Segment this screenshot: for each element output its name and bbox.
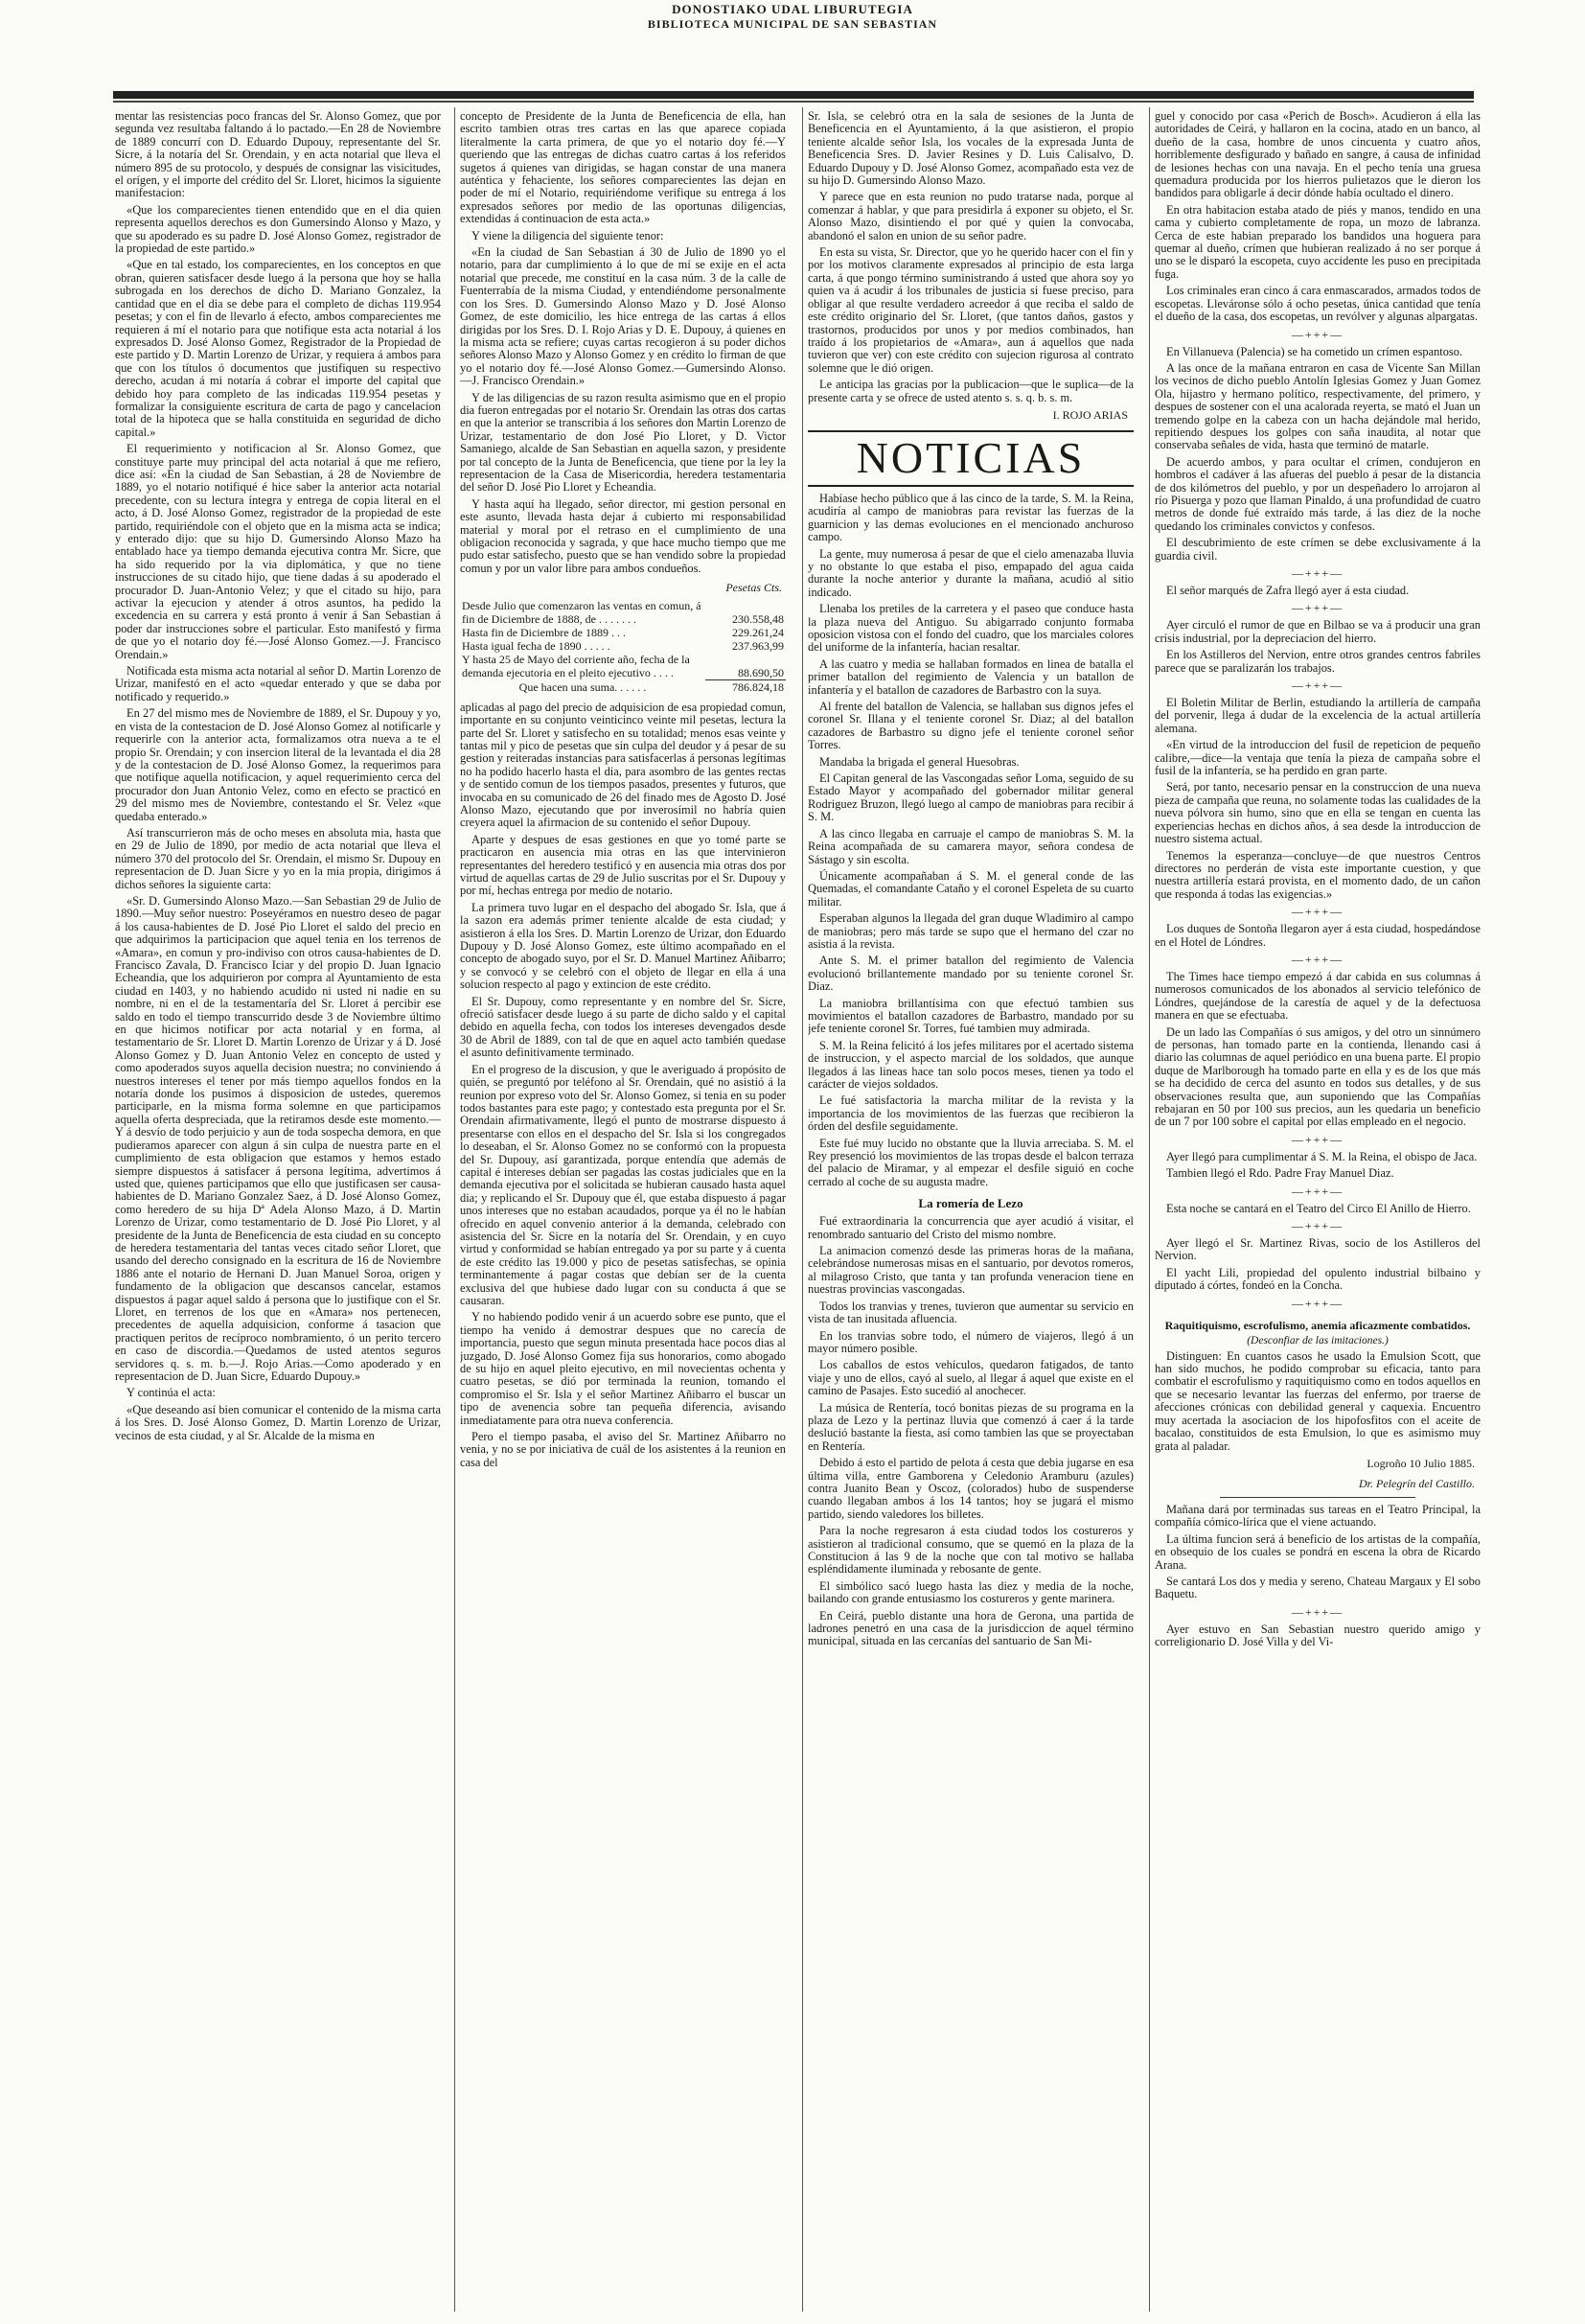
paragraph: Y no habiendo podido venir á un acuerdo sobre ese punto, que el tiempo ha venido á demostrar despues que no carecía de importancia, puesto que segun minuta presentada hace pocos dias al juzgado, D. José Alonso Gomez fija sus honorarios, como abogado de su hijo en aquel pleito ejecutivo, en mil novecientas ochenta y cuatro pesetas, se dió por terminada la reunion, tomando el compromiso el Sr. Isla y el señor Martinez Añibarro el buscar un tipo de avenencia sobre tan pequeña diferencia, avisando inmediatamente para otra nueva conferencia. <box>460 1310 786 1427</box>
paragraph: Y viene la diligencia del siguiente tenor: <box>471 228 664 242</box>
paragraph: «Que los comparecientes tienen entendido que en el dia quien representa aquellos derechos es don Gumersindo Alonso y Mazo, y que su apoderado es su padre D. José Alonso Gomez, registrador de la propiedad de este partido.» <box>115 202 441 256</box>
paragraph: mentar las resistencias poco francas del Sr. Alonso Gomez, que por segunda vez resultaba faltando á lo pactado.—En 28 de Noviembre de 1889 concurrí con D. Eduardo Dupouy, representante del Sr. Sicre, á la notaría del Sr. Orendain, y en acta notarial que lleva el número 895 de su protocolo, y después de consignar las visicitudes, el orígen, y el importe del crédito del Sr. Lloret, hicimos la siguiente manifestacion: <box>115 110 441 200</box>
advertisement-place-date: Logroño 10 Julio 1885. <box>1367 1456 1475 1470</box>
paragraph: De un lado las Compañías ó sus amigos, y del otro un sinnúmero de personas, han tomado parte en la contienda, llenando casi á diario las columnas de aquel periódico en una buena parte. El propio duque de Marlborough ha tomado parte en ella y es de los que más se ha decidido de cerca del asunto en todos sus detalles, y de sus observaciones resulta que, aun suponiendo que las Compañías rebajaran en 50 por 100 sus precios, aun les quedaria un beneficio de un 7 por 100 sobre el capital por ellas empleado en el negocio. <box>1155 1024 1481 1129</box>
paragraph: Todos los tranvias y trenes, tuvieron que aumentar su servicio en vista de tan inusitada afluencia. <box>808 1299 1134 1326</box>
paragraph: Ayer circuló el rumor de que en Bilbao se va á producir una gran crísis industrial, por la depreciacion del hierro. <box>1155 618 1481 645</box>
paragraph: Aparte y despues de esas gestiones en que yo tomé parte se practicaron en ausencia mia otras en las que intervinieron representantes del heredero testificó y en ausencia mia otras dos por virtud de aquellas cartas de 29 de Julio suscritas por el Sr. Dupouy y por mí, hechas entrega por medio de notario. <box>460 832 786 898</box>
library-name-basque: DONOSTIAKO UDAL LIBURUTEGIA <box>672 2 913 16</box>
paragraph: Ayer llegó el Sr. Martinez Rivas, socio de los Astilleros del Nervion. <box>1155 1236 1481 1263</box>
account-amount: 229.261,24 <box>732 626 784 640</box>
account-label: Que hacen una suma. . . . . . <box>518 679 647 694</box>
paragraph: Los duques de Sontoña llegaron ayer á esta ciudad, hospedándose en el Hotel de Lóndres. <box>1155 922 1481 949</box>
paragraph: Tenemos la esperanza—concluye—de que nuestros Centros directores no perderán de vista este importante cuestion, y que nuestra artillería estará provista, en el momento dado, de un cañon que responda á todas las exigencias.» <box>1155 848 1481 901</box>
paragraph: Ante S. M. el primer batallon del regimiento de Valencia evolucionó brillantemente mandado por su teniente coronel Sr. Diaz. <box>808 954 1134 994</box>
paragraph: El descubrimiento de este crímen se debe exclusivamente á la guardia civil. <box>1155 536 1481 563</box>
paragraph: Para la noche regresaron á esta ciudad todos los costureros y asistieron al tradicional consumo, que se quemó en la plaza de la Constitucion á las 9 de la noche que con tal motivo se hallaba espléndidamente iluminada y rebosante de gente. <box>808 1524 1134 1576</box>
section-ornament: —+++— <box>1291 1184 1344 1198</box>
paragraph: El yacht Lili, propiedad del opulento industrial bilbaino y diputado á córtes, fondeó en la Concha. <box>1155 1265 1481 1293</box>
paragraph: En Villanueva (Palencia) se ha cometido un crímen espantoso. <box>1166 344 1463 358</box>
paragraph: aplicadas al pago del precio de adquisicion de esa propiedad comun, importante en su conjunto veinticinco veinte mil pesetas, lectura la parte del Sr. Lloret y satisfecho en su totalidad; menos esas veinte y tantas mil y pico de pesetas que sin culpa del deudor y á pesar de su gestion y reiteradas instancias para satisfacerlas á personas legítimas no ha podido hacerlo hasta el dia, para asombro de las gentes rectas y de sentido comun de los tiempos pasados, presentes y futuros, que invocaba en su comunicado de 26 del finado mes de Agosto D. José Alonso Mazo, ejecutando que por inverosímil no habría quien creyera aquel la afirmacion de su contenido el señor Dupouy. <box>460 700 786 830</box>
paragraph: A las cuatro y media se hallaban formados en linea de batalla el primer batallon del regimiento de Valencia y un batallon de infantería y el batallon de cazadores de Barbastro con la suya. <box>808 656 1134 697</box>
paragraph: «En virtud de la introduccion del fusil de repeticion de pequeño calibre,—dice—la ventaja que tenía la pieza de campaña sobre el fusil de la infantería, se ha perdido en gran parte. <box>1155 738 1481 778</box>
paragraph: «Que deseando así bien comunicar el contenido de la misma carta á los Sres. D. José Alonso Gomez, D. Martin Lorenzo de Urizar, vecinos de esta ciudad, y al Sr. Alcalde de la misma en <box>115 1402 441 1442</box>
paragraph: Esperaban algunos la llegada del gran duque Wladimiro al campo de maniobras; pero más tarde se supo que el hermano del czar no asistia á la revista. <box>808 911 1134 951</box>
column-1 <box>115 110 441 2310</box>
advertisement-subheading: (Desconfiar de las imitaciones.) <box>1247 1334 1389 1346</box>
section-ornament: —+++— <box>1291 327 1344 341</box>
paragraph: Tambien llegó el Rdo. Padre Fray Manuel Diaz. <box>1166 1166 1394 1181</box>
paragraph: Así transcurrieron más de ocho meses en absoluta mia, hasta que en 29 de Julio de 1890, por medio de acta notarial que lleva el número 370 del protocolo del Sr. Orendain, el mismo Sr. Dupouy en representacion de D. Juan Sicre y yo en la mia propia, dirigimos á dichos señores la siguiente carta: <box>115 825 441 891</box>
column-rule <box>454 107 455 2312</box>
paragraph: En Ceirá, pueblo distante una hora de Gerona, una partida de ladrones penetró en una casa de la jurisdiccion de aquel término municipal, situada en las cercanías del santuario de San Mi- <box>808 1608 1134 1648</box>
column-2 <box>460 110 786 2310</box>
paragraph: Este fué muy lucido no obstante que la lluvia arreciaba. S. M. el Rey presenció los movimientos de las tropas desde el balcon terraza del palacio de Miramar, y al empezar el desfile siguió en coche cerrado al coche de su augusta madre. <box>808 1136 1134 1188</box>
top-rule <box>113 91 1474 99</box>
paragraph: The Times hace tiempo empezó á dar cabida en sus columnas á numerosos comunicados de los abonados al servicio telefónico de Lóndres, quejándose de la carestía de aquel y de la defectuosa manera en que se efectuaba. <box>1155 969 1481 1023</box>
section-ornament: —+++— <box>1291 1132 1344 1146</box>
section-ornament: —+++— <box>1291 1219 1344 1233</box>
top-rule-thin <box>113 101 1474 103</box>
paragraph: «Sr. D. Gumersindo Alonso Mazo.—San Sebastian 29 de Julio de 1890.—Muy señor nuestro: Poseyéramos en nuestro deseo de pagar á los causa-habientes de D. José Pio Lloret el saldo del precio en que adquirimos la participacion que aquel tenia en los terrenos de «Amara», en comun y pro-indiviso con otros causa-habientes de D. Francisco Zavala, D. Francisco Iciar y del propio D. Juan Ignacio Echeandia, que los adquirieron por compra al Ayuntamiento de esta ciudad en 1403, y no habiendo acudido ni usted ni nadie en su nombre, ni en el de la testamentaría del Sr. Lloret á percibir ese saldo en todo el tiempo transcurrido desde 3 de Noviembre último en que hicimos notificar por acta notarial y en forma, al testamentario de Sr. Lloret D. Martin Lorenzo de Urizar y á D. José Alonso Gomez y D. Juan Antonio Velez en concepto de usted y como apoderados suyos aquella decision nuestra; no conviniendo á nuestros intereses el tener por más tiempo aquellos fondos en la notaría donde los pusimos á disposicion de ustedes, queremos participarle, en la misma forma solemne en que participamos aquella oferta despreciada, que la retiramos desde este momento.—Y á desvío de todo perjuicio y aun de toda sospecha demora, en que pudieramos aparecer con algun á sin culpa de nuestra parte en el cumplimiento de esta obligacion que estamos y hemos estado siempre dispuestos á satisfacer á persona legítima, advertimos á usted que, quienes participamos que ello que justificasen ser causa-habientes de D. Mariano Gonzalez Saez, á D. José Alonso Gomez, como heredero de su hija Dª Adela Alonso Mazo, á D. Martin Lorenzo de Urizar, como testamentario de D. José Pio Lloret, y al presidente de la Junta de Beneficencia de esta ciudad en su concepto de heredera testamentaria del tantas veces citado señor Lloret, que usando del derecho consignado en la escritura de 16 de Noviembre 1886 ante el notario de Hernani D. Juan Manuel Soroa, origen y fundamento de la obligacion que descansos cancelar, estamos dispuestos á pagar aquel saldo á persona que lo justifique con el Sr. Lloret, en terrenos de los que en «Amara» nos pertenecen, precedentes de aquella adquisicion, conforme á tasacion que practiquen peritos de recíproco nombramiento, ó un perito tercero en caso de discordia.—Quedamos de usted atentos seguros servidores q. s. m. b.—J. Rojo Arias.—Como apoderado y en representacion de D. Juan Sicre, Eduardo Dupouy.» <box>115 893 441 1383</box>
section-ornament: —+++— <box>1291 905 1344 919</box>
column-rule <box>802 107 803 2312</box>
paragraph: «Que en tal estado, los comparecientes, en los conceptos en que obran, quieren satisfacer desde luego á la persona que hoy se halla subrogada en los derechos de dicho D. Mariano Gonzalez, la cantidad que en el dia se debe para el completo de dichas 119.954 pesetas; y con el fin de llevarlo á efecto, ambos comparecientes me requieren á mí el notario para que notifique esta acta notarial á los expresados D. José Alonso Gomez, Registrador de la Propiedad de este partido y D. Martin Lorenzo de Urizar, y requiera á ambos para que con los títulos ó documentos que justifiquen su respectivo derecho, acudan á mi notaría á cobrar el importe del capital que debido hoy para completo de las indicadas 119.954 pesetas y formalizar la consiguiente escritura de carta de pago y cancelacion total de la hipoteca que se halla constituida en seguridad de dicho capital.» <box>115 258 441 439</box>
section-ornament: —+++— <box>1291 566 1344 580</box>
paragraph: El Boletin Militar de Berlin, estudiando la artillería de campaña del porvenir, llega á dudar de la excelencia de la actual artillería alemana. <box>1155 696 1481 735</box>
paragraph: La primera tuvo lugar en el despacho del abogado Sr. Isla, que á la sazon era además primer teniente alcalde de esta ciudad; y asistieron á ella los Sres. D. Martin Lorenzo de Urizar, don Eduardo Dupouy y D. José Alonso Gomez, este último acompañado en el concepto de abogado suyo, por el Sr. D. Manuel Martinez Añibarro; y se convocó y se celebró con el objeto de llegar en ella á una solucion respecto al pago y extincion de este crédito. <box>460 900 786 992</box>
article-heading-romeria: La romería de Lezo <box>918 1196 1023 1211</box>
paragraph: En esta su vista, Sr. Director, que yo he querido hacer con el fin y por los motivos claramente expresados al principio de esta larga carta, á que pongo término suministrando á usted que ahora soy yo quien va á acudir á los tribunales de justicia si fuese preciso, para obligar al que resulte verdadero acreedor á que reciba el saldo de este crédito originario del Sr. Lloret, (que tantos daños, gastos y trastornos, producidos por unos y por medios combinados, han traído á los propietarios de «Amara», aun á aquellos que nada tuvieron que ver) con este crédito con sujecion rigurosa al contrato solemne que le dió origen. <box>808 245 1134 375</box>
account-total: 786.824,18 <box>732 679 784 694</box>
paragraph: En otra habitacion estaba atado de piés y manos, tendido en una cama y cubierto completamente de ropa, un mozo de labranza. Cerca de este habian preparado los bandidos una hoguera para quemar al dueño, crímen que hubieran realizado á no ser porque á uno se le disparó la escopeta, cuyo accidente les puso en precipitada fuga. <box>1155 202 1481 281</box>
account-amount: 230.558,48 <box>732 612 784 627</box>
paragraph: Mañana dará por terminadas sus tareas en el Teatro Principal, la compañía cómico-lírica que el viene actuando. <box>1155 1502 1481 1530</box>
table-row <box>460 679 786 694</box>
paragraph: Los criminales eran cinco á cara enmascarados, armados todos de escopetas. Lleváronse sólo á ocho pesetas, única cantidad que tenía el dueño de la casa, dos escopetas, un revólver y algunas alpargatas. <box>1155 284 1481 324</box>
paragraph: Esta noche se cantará en el Teatro del Circo El Anillo de Hierro. <box>1166 1201 1471 1215</box>
paragraph: Será, por tanto, necesario pensar en la construccion de una nueva pieza de campaña que reuna, no solamente todas las cualidades de la nueva pólvora sin humo, sino que en ella se tengan en cuenta las experiencias hechas en dichos años, á sea desde la introduccion de nuestro sistema actual. <box>1155 780 1481 846</box>
section-heading-noticias: NOTICIAS <box>808 430 1134 487</box>
table-row <box>460 653 786 679</box>
separator-line <box>1220 1497 1415 1498</box>
paragraph: «En la ciudad de San Sebastian á 30 de Julio de 1890 yo el notario, para dar cumplimiento á lo que de mí se exije en el acta notarial que precede, me constituí en la casa núm. 3 de la calle de Fuenterrabía de la misma Ciudad, y entendiéndome personalmente con los Sres. D. Gumersindo Alonso Mazo y D. José Alonso Gomez, de este domicilio, les hice entrega de las cartas á ellos dirigidas por los Sres. D. I. Rojo Arias y D. E. Dupouy, á quienes en la misma acta se refiere; cuyas cartas recogieron á su poder dichos señores Alonso Mazo y Alonso Gomez y en crédito lo firman de que yo el notario doy fé.—José Alonso Gomez.—Gumersindo Alonso.—J. Francisco Orendain.» <box>460 245 786 388</box>
paragraph: La música de Rentería, tocó bonitas piezas de su programa en la plaza de Lezo y la pertinaz lluvia que comenzó á caer á la tarde deslució bastante la fiesta, así como tambien las que se proyectaban en Rentería. <box>808 1400 1134 1453</box>
paragraph: Y hasta aquí ha llegado, señor director, mi gestion personal en este asunto, llevada hasta dejar á cubierto mi responsabilidad material y moral por el retraso en el cumplimiento de una obligacion reconocida y sagrada, y que hace mucho tiempo que me pudo estar satisfecho, puesto que se han vendido sobre la propiedad comun y por un valor libre para ambos condueños. <box>460 496 786 575</box>
section-ornament: —+++— <box>1291 1296 1344 1310</box>
letter-signature: I. ROJO ARIAS <box>1052 407 1128 422</box>
paragraph: Le anticipa las gracias por la publicacion—que le suplica—de la presente carta y se ofrece de usted atento s. s. q. b. s. m. <box>808 378 1134 404</box>
column-4 <box>1155 110 1481 2310</box>
paragraph: El Capitan general de las Vascongadas señor Loma, seguido de su Estado Mayor y acompañado del gobernador militar general Rodriguez Bruzon, llegó luego al campo de maniobras para recibir á S. M. <box>808 771 1134 824</box>
account-label: Hasta igual fecha de 1890 . . . . . <box>462 639 610 654</box>
masthead <box>0 0 1585 38</box>
advertisement-heading: Raquitiquismo, escrofulismo, anemia aficazmente combatidos. <box>1164 1318 1471 1332</box>
account-label: Hasta fin de Diciembre de 1889 . . . <box>462 626 626 640</box>
paragraph: Ayer estuvo en San Sebastian nuestro querido amigo y correligionario D. José Villa y del Vi- <box>1155 1622 1481 1649</box>
paragraph: En el progreso de la discusion, y que le averiguado á propósito de quién, se preguntó por teléfono al Sr. Orendain, qué no asistió á la reunion por expreso voto del Sr. Alonso Gomez, si tenia en su poder todos bastantes para este pago; y contestado esta pregunta por el Sr. Orendain afirmativamente, llegó el punto de mostrarse dispuesto á presentarse con ellos en el despacho del Sr. Isla si los congregados lo deseaban, el Sr. Alonso Gomez no se conformó con la propuesta del Sr. Dupouy, así garantizada, porque entendía que además de capital é intereses debían ser pagadas las costas judiciales que en la demanda ejecutiva por el solicitada se hubieran causado hasta aquel dia; y replicando el Sr. Dupouy que él, que estaba dispuesto á pagar unos intereses que no estaban acaudados, porque ya él no le habían ofrecido en aquel convenio anterior á la demanda, celebrado con asistencia del Sr. Sicre en la notaría del Sr. Orendain, y en cuyo virtud y conformidad se habían entregado ya por su parte y á cuenta de este crédito las 19.000 y pico de pesetas satisfechas, se opinia terminantemente á pagar costas que debían ser de la cuenta exclusiva del que hubiese dado lugar con su conducta á que se causaran. <box>460 1062 786 1307</box>
paragraph: Y continúa el acta: <box>126 1386 216 1400</box>
paragraph: A las once de la mañana entraron en casa de Vicente San Millan los vecinos de dicho pueblo Antolín Iglesias Gomez y Juan Gomez Ola, hijastro y hermano político, respectivamente, del primero, y despues de sostener con el una acalorada reyerta, se mató el Juan un tremendo golpe en la cabeza con un hacha dejándole mal herido, repitiendo despues los golpes con saña inaudita, al notar que conservaba señales de vida, hasta que terminó de matarle. <box>1155 360 1481 452</box>
account-label: Y hasta 25 de Mayo del corriente año, fecha de la demanda ejecutoria en el pleito ejecutivo . . . . <box>462 653 690 680</box>
paragraph: Únicamente acompañaban á S. M. el general conde de las Quemadas, el comandante Cataño y el coronel Espeleta de su cuarto militar. <box>808 868 1134 909</box>
table-row <box>460 626 786 639</box>
paragraph: Ayer llegó para cumplimentar á S. M. la Reina, el obispo de Jaca. <box>1166 1149 1478 1163</box>
account-amount: 237.963,99 <box>732 639 784 654</box>
paragraph: La última funcion será á beneficio de los artistas de la compañía, en obsequio de los cuales se pondrá en escena la obra de Ricardo Arana. <box>1155 1531 1481 1572</box>
paragraph: Sr. Isla, se celebró otra en la sala de sesiones de la Junta de Beneficencia en el Ayuntamiento, á la que asistieron, el propio teniente alcalde señor Isla, los vocales de la expresada Junta de Beneficencia Sres. D. Javier Resines y D. Luis Calisalvo, D. Eduardo Dupouy y D. José Alonso Gomez, acompañado esta vez de su hijo D. Gumersindo Alonso Mazo. <box>808 110 1134 188</box>
paragraph: S. M. la Reina felicitó á los jefes militares por el acertado sistema de instruccion, y el aspecto marcial de los soldados, que aunque llegados á las lineas hace tan solo pocos meses, tienen ya todo el carácter de viejos soldados. <box>808 1038 1134 1091</box>
paragraph: concepto de Presidente de la Junta de Beneficencia de ella, han escrito tambien otras tres cartas en las que aparece copiada literalmente la carta primera, de que yo el notario doy fé.—Y queriendo que las entregas de dichas cuatro cartas á los referidos sugetos á quienes van dirigidas, se hagan constar de una manera auténtica y fehaciente, los señores comparecientes las dejan en poder de mí el Notario, requiriéndome verifique su entrega á los expresados señores por medio de las oportunas diligencias, extendidas á continuacion de esta acta.» <box>460 110 786 226</box>
table-row <box>460 639 786 653</box>
paragraph: La maniobra brillantísima con que efectuó tambien sus movimientos el batallon cazadores de Barbastro, mandado por su jefe teniente coronel Sr. Torres, fué tambien muy admirada. <box>808 996 1134 1036</box>
paragraph: En los Astilleros del Nervion, entre otros grandes centros fabriles parece que se paralizarán los trabajos. <box>1155 648 1481 675</box>
column-3 <box>808 110 1134 2310</box>
paragraph: En 27 del mismo mes de Noviembre de 1889, el Sr. Dupouy y yo, en vista de la contestacion de D. José Alonso Gomez al notificarle y requerirle con la anterior acta, formalizamos otra nueva a te el propio Sr. Orendain; y con insercion literal de la levantada el dia 28 y de la contestacion de D. José Alonso Gomez, la requerimos para que notifique aquella notificacion, y aquel requerimiento cerca del procurador don Juan Antonio Velez, como en efecto se practicó en 29 del mismo mes de Noviembre, contestando el Sr. Velez «que quedaba enterado.» <box>115 706 441 823</box>
paragraph: Llenaba los pretiles de la carretera y el paseo que conduce hasta la plaza nueva del Antiguo. Su abigarrado conjunto formaba oposicion vistosa con el fondo del cuadro, que los marciales colores del uniforme de la infantería, hacian resaltar. <box>808 602 1134 655</box>
advertisement-signature: Dr. Pelegrín del Castillo. <box>1359 1476 1475 1490</box>
paragraph: Le fué satisfactoria la marcha militar de la revista y la importancia de los movimientos de las fuerzas que recibieron la órden del desfile seguidamente. <box>808 1093 1134 1134</box>
accounts-table <box>460 599 786 694</box>
paragraph: Notificada esta misma acta notarial al señor D. Martin Lorenzo de Urizar, manifestó en el acto «quedar enterado y que se daba por notificado y requerido.» <box>115 664 441 703</box>
paragraph: En los tranvias sobre todo, el número de viajeros, llegó á un mayor número posible. <box>808 1328 1134 1355</box>
paragraph: De acuerdo ambos, y para ocultar el crímen, condujeron en hombros el cadáver á las afueras del pueblo á pesar de la distancia de dos kilómetros del pueblo, y por un despeñadero lo arrojaron al río Pisuerga y pozo que llaman Pinaldo, á una profundidad de cuatro metros de donde fué extraído más tarde, á las diez de la noche quedando los criminales convictos y confesos. <box>1155 454 1481 533</box>
account-amount: 88.690,50 <box>705 653 786 679</box>
paragraph: La animacion comenzó desde las primeras horas de la mañana, celebrándose numerosas misas en el santuario, por devotos romeros, al milagroso Cristo, que tanta y tan profunda veneracion tiene en nuestras provincias vascongadas. <box>808 1244 1134 1297</box>
accounts-header: Pesetas Cts. <box>725 581 782 595</box>
paragraph: El simbólico sacó luego hasta las diez y media de la noche, bailando con grande entusiasmo los costureros y gente marinera. <box>808 1578 1134 1606</box>
section-ornament: —+++— <box>1291 952 1344 966</box>
paragraph: Distinguen: En cuantos casos he usado la Emulsion Scott, que han sido muchos, he podido comprobar su eficacia, tanto para combatir el escrofulismo y raquitiquismo como en todos aquellos en que se necesario levantar las fuerzas del enfermo, por traerse de afecciones crónicas con debilidad general y caquexia. Encuentro muy acertada la asociacion de los hipofosfitos con el aceite de bacalao, constituidos de esta Emulsion, lo que es asimismo muy grata al paladar. <box>1155 1348 1481 1453</box>
column-rule <box>1149 107 1150 2312</box>
paragraph: A las cinco llegaba en carruaje el campo de maniobras S. M. la Reina acompañada de su camarera mayor, señora condesa de Sástago y sin escolta. <box>808 826 1134 866</box>
paragraph: Los caballos de estos vehículos, quedaron fatigados, de tanto viaje y uno de ellos, cayó al suelo, al llegar á aquel que existe en el camino de Pasajes. Esto sucedió al anochecer. <box>808 1358 1134 1398</box>
paragraph: Debido á esto el partido de pelota á cesta que debia jugarse en esa última villa, entre Gamborena y Celedonio Aramburu (azules) contra Juanito Bean y Oscoz, (colorados) hubo de suspenderse cuando llegaban ambos á los 14 tantos; hoy se jugará el mismo partido, siendo valedores los billetes. <box>808 1456 1134 1521</box>
paragraph: Pero el tiempo pasaba, el aviso del Sr. Martinez Añibarro no venia, y no se por iniciativa de cuál de los asistentes á la reunion en casa del <box>460 1430 786 1469</box>
paragraph: Y de las diligencias de su razon resulta asimismo que en el propio dia fueron entregadas por el notario Sr. Orendain las otras dos cartas en que la anterior se transcribia á los señores don Martin Lorenzo de Urizar, testamentario de don José Pio Lloret, y D. Victor Samaniego, alcalde de San Sebastian en aquella sazon, y presidente por tal concepto de la Junta de Beneficencia, que tiene por la ley la representacion de la Casa de Misericordia, heredera testamentaria del señor D. José Pio Lloret y Echeandia. <box>460 390 786 495</box>
paragraph: La gente, muy numerosa á pesar de que el cielo amenazaba lluvia y no obstante lo que estaba el piso, empapado del agua caida durante la noche anterior y durante la mañana, acudió al sitio indicado. <box>808 546 1134 599</box>
paragraph: Fué extraordinaria la concurrencia que ayer acudió á visitar, el renombrado santuario del Cristo del mismo nombre. <box>808 1214 1134 1241</box>
paragraph: Habíase hecho público que á las cinco de la tarde, S. M. la Reina, acudiría al campo de maniobras para revistar las fuerzas de la guarnicion y las demas evoluciones en el mencionado anchuroso campo. <box>808 491 1134 544</box>
paragraph: El requerimiento y notificacion al Sr. Alonso Gomez, que constituye parte muy principal del acta notarial á que me refiero, dice así: «En la ciudad de San Sebastian, á 28 de Noviembre de 1889, yo el notario notifiqué é hice saber la anterior acta notarial precedente, con su lectura íntegra y entrega de copia literal en el acto, á D. José Alonso Gomez, registrador de la propiedad de este partido, requiriéndole con el objeto que en la misma acta se indica; y enterado dijo: que su hijo D. Gumersindo Alonso Mazo ha entablado hace ya tiempo demanda ejecutiva contra Mr. Sicre, que ha sido requerido por la via diplomática, y que no tiene instrucciones de su citado hijo, que tiene dadas á su apoderado el procurador D. Juan-Antonio Velez; y que el citado su hijo, para activar la ejecucion y atender á otros asuntos, ha pedido la excedencia en su carrera y está pronto á venir á San Sebastian á poder dar instrucciones sobre el particular. Esto manifestó y firma de que yo el notario doy fé.—José Alonso Gomez.—J. Francisco Orendain.» <box>115 442 441 661</box>
section-ornament: —+++— <box>1291 601 1344 615</box>
paragraph: Se cantará Los dos y media y sereno, Chateau Margaux y El sobo Baquetu. <box>1155 1574 1481 1601</box>
section-ornament: —+++— <box>1291 679 1344 693</box>
library-name-spanish: BIBLIOTECA MUNICIPAL DE SAN SEBASTIAN <box>647 17 938 31</box>
paragraph: El señor marqués de Zafra llegó ayer á esta ciudad. <box>1166 584 1410 597</box>
paragraph: Mandaba la brigada el general Huesobras. <box>819 754 1020 769</box>
paragraph: Y parece que en esta reunion no pudo tratarse nada, porque al comenzar á hablar, y que para presidirla á exponer su objeto, el Sr. Alonso Mazo, disintiendo el por qué y quien la convocaba, abandonó el salon en union de su señor padre. <box>808 190 1134 242</box>
paragraph: guel y conocido por casa «Perich de Bosch». Acudieron á ella las autoridades de Ceirá, y hallaron en la cocina, atado en un banco, al dueño de la casa, hombre de unos cincuenta y cuatro años, horriblemente desfigurado y bañado en sangre, á causa de infinidad de lesiones hechas con una navaja. En el pecho tenía una gruesa quemadura producida por los hierros pulietazos que le dieron los bandidos para obligarle á decir dónde había ocultado el dinero. <box>1155 110 1481 200</box>
table-row <box>460 599 786 626</box>
paragraph: Al frente del batallon de Valencia, se hallaban sus dignos jefes el coronel Sr. Illana y el teniente coronel Sr. Diaz; al del batallon cazadores de Barbastro su digno jefe el teniente coronel señor Torres. <box>808 700 1134 752</box>
paragraph: El Sr. Dupouy, como representante y en nombre del Sr. Sicre, ofreció satisfacer desde luego á su parte de dicho saldo y el capital debido en aquella fecha, con todos los intereses devengados desde 30 de Abril de 1889, con tal de que en aquel acto también quedase el asunto definitivamente terminado. <box>460 994 786 1060</box>
account-label: Desde Julio que comenzaron las ventas en comun, á fin de Diciembre de 1888, de . . . . . . . <box>462 599 701 627</box>
section-ornament: —+++— <box>1291 1604 1344 1619</box>
